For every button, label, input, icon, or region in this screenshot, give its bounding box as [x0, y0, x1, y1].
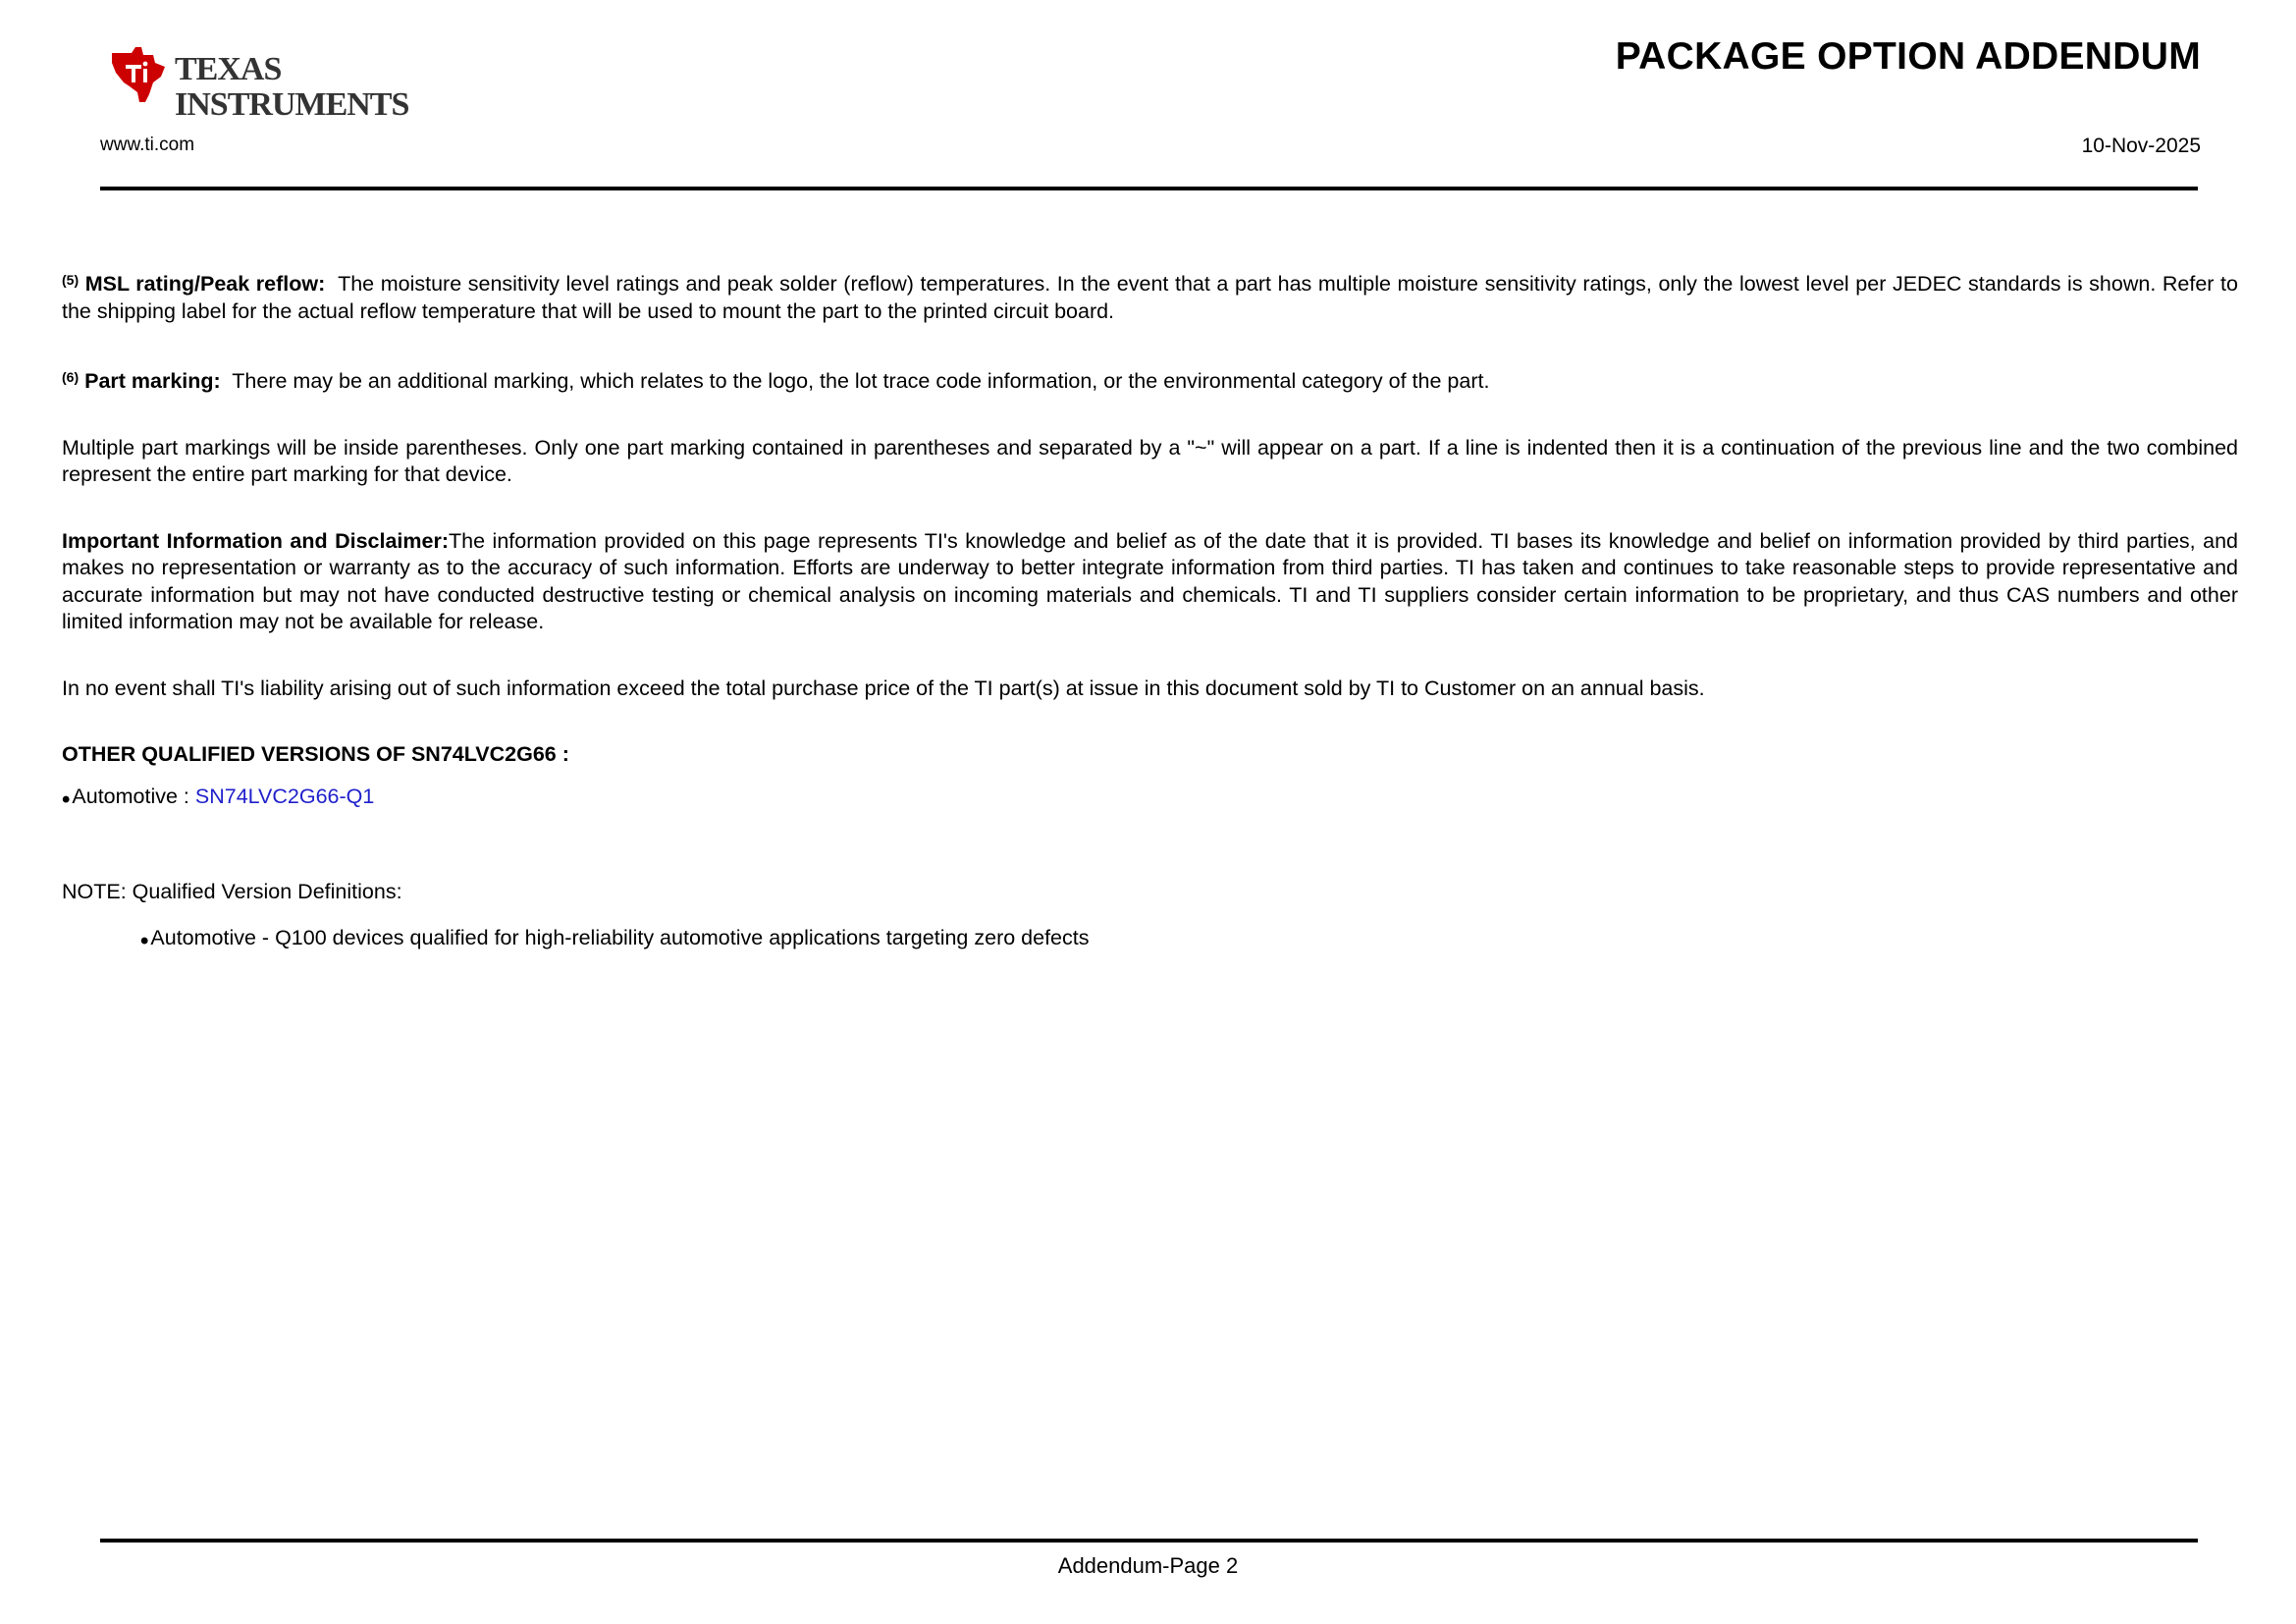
- disclaimer-label: Important Information and Disclaimer:: [62, 528, 450, 553]
- disclaimer: [62, 528, 2238, 636]
- ti-logo: [106, 43, 409, 123]
- multiple-markings-note: Multiple part markings will be inside parentheses. Only one part marking contained in parentheses and separated by a "~" will appear on a part. If a line is indented then it is a continuation of the previous line and the two combined represent the entire part marking for that device.: [62, 435, 2238, 486]
- header-divider: [100, 187, 2198, 190]
- logo-texas: TEXAS: [175, 51, 282, 87]
- disclaimer-text: The information provided on this page represents TI's knowledge and belief as of the date that it is provided. TI bases its knowledge and belief on information provided by third parties, and makes no representation or warranty as to the accuracy of such information. Efforts are underway to better integrate information from third parties. TI has taken and continues to take reasonable steps to provide representative and accurate information but may not have conducted destructive testing or chemical analysis on incoming materials and chemicals. TI and TI suppliers consider certain information to be proprietary, and thus CAS numbers and other limited information may not be available for release.: [62, 528, 2239, 633]
- page-content: [62, 271, 2239, 954]
- msl-note-label: MSL rating/Peak reflow:: [84, 272, 326, 296]
- site-url[interactable]: www.ti.com: [100, 135, 195, 155]
- bullet-icon: •: [62, 785, 71, 813]
- definition-text: Automotive - Q100 devices qualified for high-reliability automotive applications targeting zero defects: [150, 925, 1090, 949]
- document-date: 10-Nov-2025: [2081, 135, 2201, 157]
- liability-note: In no event shall TI's liability arising out of such information exceed the total purchase price of the TI part(s) at issue in this document sold by TI to Customer on an annual basis.: [62, 676, 1705, 700]
- part-marking-note: [62, 368, 2238, 396]
- qualified-version-label: Automotive :: [72, 784, 195, 808]
- part-marking-note-label: Part marking:: [84, 369, 221, 393]
- msl-note: [62, 271, 2238, 325]
- qualified-version-item: [62, 783, 2238, 811]
- ti-logo-icon: [106, 43, 171, 108]
- page-number: Addendum-Page 2: [1057, 1553, 1239, 1578]
- msl-note-ref: (5): [62, 272, 80, 288]
- footer-divider: [100, 1539, 2198, 1543]
- bullet-icon: •: [140, 927, 149, 954]
- qualified-version-link[interactable]: SN74LVC2G66-Q1: [194, 784, 375, 808]
- document-title: PACKAGE OPTION ADDENDUM: [1615, 35, 2201, 78]
- definitions-heading: NOTE: Qualified Version Definitions:: [62, 880, 402, 903]
- definition-item: [62, 924, 2238, 952]
- part-marking-note-text: There may be an additional marking, which relates to the logo, the lot trace code information, or the environmental category of the part.: [232, 369, 1490, 393]
- msl-note-text: The moisture sensitivity level ratings and peak solder (reflow) temperatures. In the event that a part has multiple moisture sensitivity ratings, only the lowest level per JEDEC standards is shown. Refer to the shipping label for the actual reflow temperature that will be used to mount the part to the printed circuit board.: [62, 272, 2238, 323]
- qualified-versions-heading: OTHER QUALIFIED VERSIONS OF SN74LVC2G66 :: [62, 742, 569, 766]
- part-marking-note-ref: (6): [62, 369, 80, 385]
- logo-instruments: INSTRUMENTS: [175, 86, 409, 123]
